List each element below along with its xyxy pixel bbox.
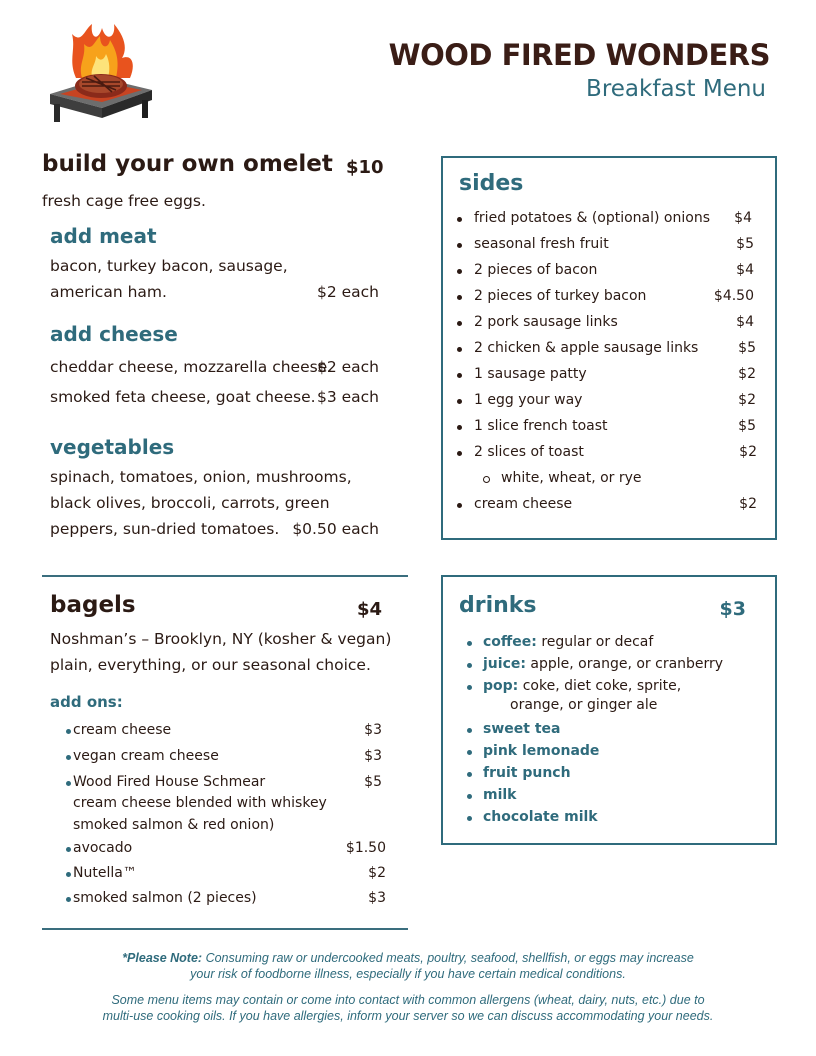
addon-label: smoked salmon (2 pieces) [73,890,257,906]
list-item [457,340,757,360]
list-item-sub [457,470,757,490]
list-item [64,774,386,838]
sides-title: sides [459,171,524,196]
bullet-icon [457,399,462,404]
bullet-icon [467,750,472,755]
list-item [64,748,386,768]
addon-description-line1: cream cheese blended with whiskey [73,795,327,811]
addon-label: vegan cream cheese [73,748,219,764]
coffee-options: regular or decaf [541,634,654,650]
cheese-price-2: $3 each [316,388,379,406]
list-item [457,366,757,386]
bullet-icon [457,373,462,378]
note-text: Consuming raw or undercooked meats, poultry, seafood, shellfish, or eggs may increase [205,951,694,965]
addon-price: $5 [364,774,382,790]
drink-label: sweet tea [483,721,561,737]
drink-label: chocolate milk [483,809,598,825]
drink-label: pink lemonade [483,743,600,759]
meat-price: $2 each [316,283,379,301]
drinks-box [441,575,777,845]
bullet-icon [66,755,71,760]
side-label: 2 slices of toast [474,444,584,460]
juice-options: apple, orange, or cranberry [530,656,724,672]
side-price: $4.50 [713,288,754,304]
pop-label: pop: [483,678,519,694]
food-safety-note-line2: your risk of foodborne illness, especially if you have certain medical conditions. [190,967,626,981]
list-item [465,656,765,676]
bullet-icon [66,729,71,734]
addon-price: $3 [364,722,382,738]
side-price: $2 [739,444,757,460]
meat-options-line1: bacon, turkey bacon, sausage, [50,257,288,275]
side-price: $4 [736,314,754,330]
list-item [465,634,765,654]
bullet-icon [457,295,462,300]
addon-label: cream cheese [73,722,172,738]
addon-label: avocado [73,840,133,856]
side-label: 2 pieces of bacon [474,262,598,278]
side-label: 1 slice french toast [474,418,608,434]
toast-options: white, wheat, or rye [501,470,642,486]
list-item [64,890,386,910]
side-price: $4 [736,262,754,278]
sides-box [441,156,777,540]
bagels-title: bagels [50,592,136,618]
list-item [465,721,765,741]
bullet-icon [457,269,462,274]
bullet-icon [457,321,462,326]
addon-price: $3 [364,748,382,764]
side-label: 2 pork sausage links [474,314,618,330]
side-price: $4 [734,210,752,226]
list-item [64,722,386,742]
drinks-title: drinks [459,593,537,618]
vegetables-price: $0.50 each [292,520,379,538]
side-price: $5 [736,236,754,252]
list-item [465,743,765,763]
side-price: $2 [739,496,757,512]
sub-bullet-icon [483,476,490,483]
addon-price: $2 [368,865,386,881]
note-label: *Please Note: [122,951,203,965]
bullet-icon [467,772,472,777]
bullet-icon [467,663,472,668]
add-meat-heading: add meat [50,224,157,248]
cheese-price-1: $2 each [316,358,379,376]
list-item [457,392,757,412]
bullet-icon [66,897,71,902]
allergen-note-line2: multi-use cooking oils. If you have allergies, inform your server so we can discuss accommodating your needs. [102,1009,714,1023]
side-label: 2 pieces of turkey bacon [474,288,647,304]
addons-list [64,722,386,917]
list-item [64,865,386,885]
list-item [465,809,765,829]
bullet-icon [457,347,462,352]
cheese-options-line1: cheddar cheese, mozzarella cheese. [50,358,333,376]
addons-heading: add ons: [50,693,123,711]
list-item [457,418,757,438]
list-item [457,236,757,256]
omelet-description: fresh cage free eggs. [42,192,206,210]
cheese-options-line2: smoked feta cheese, goat cheese. [50,388,316,406]
omelet-price: $10 [346,157,384,178]
side-price: $2 [738,366,756,382]
bagels-choices-line: plain, everything, or our seasonal choice. [50,656,371,674]
list-item [457,496,757,516]
bullet-icon [457,451,462,456]
add-cheese-heading: add cheese [50,322,178,346]
list-item [457,262,757,282]
bullet-icon [66,781,71,786]
bullet-icon [467,728,472,733]
vegetables-line2: black olives, broccoli, carrots, green [50,494,330,512]
food-safety-note-line1 [0,951,816,965]
list-item [465,678,765,720]
omelet-title: build your own omelet [42,151,333,177]
list-item [465,787,765,807]
bullet-icon [457,503,462,508]
addon-price: $3 [368,890,386,906]
list-item [457,314,757,334]
vegetables-line3: peppers, sun-dried tomatoes. [50,520,280,538]
drink-label: fruit punch [483,765,571,781]
list-item [457,210,757,230]
bullet-icon [457,243,462,248]
bagels-vendor-line: Noshman’s – Brooklyn, NY (kosher & vegan) [50,630,392,648]
addon-label: Nutella™ [73,865,137,881]
bullet-icon [66,847,71,852]
pop-options: coke, diet coke, sprite, [522,678,682,694]
side-price: $5 [738,340,756,356]
drink-label: milk [483,787,517,803]
list-item [64,840,386,860]
meat-options-line2: american ham. [50,283,167,301]
bullet-icon [66,872,71,877]
drinks-price: $3 [719,598,746,620]
bagels-bottom-divider [42,928,408,930]
bullet-icon [467,685,472,690]
list-item [457,288,757,308]
side-price: $5 [738,418,756,434]
restaurant-title: WOOD FIRED WONDERS [388,38,770,72]
addon-label: Wood Fired House Schmear [73,774,266,790]
side-label: 1 sausage patty [474,366,587,382]
coffee-label: coffee: [483,634,537,650]
allergen-note-line1: Some menu items may contain or come into contact with common allergens (wheat, dairy, nuts, etc.) due to [111,993,705,1007]
pop-options-line2: orange, or ginger ale [510,697,658,713]
bullet-icon [467,641,472,646]
bagels-price: $4 [357,599,383,620]
menu-subtitle: Breakfast Menu [586,76,766,102]
side-label: seasonal fresh fruit [474,236,609,252]
side-label: cream cheese [474,496,573,512]
side-label: 1 egg your way [474,392,583,408]
bullet-icon [467,816,472,821]
vegetables-heading: vegetables [50,435,175,459]
bullet-icon [457,217,462,222]
side-label: 2 chicken & apple sausage links [474,340,699,356]
side-price: $2 [738,392,756,408]
vegetables-line1: spinach, tomatoes, onion, mushrooms, [50,468,352,486]
juice-label: juice: [483,656,526,672]
grill-fire-icon [46,20,156,132]
list-item [457,444,757,464]
bullet-icon [457,425,462,430]
addon-description-line2: smoked salmon & red onion) [73,817,275,833]
bullet-icon [467,794,472,799]
addon-price: $1.50 [345,840,386,856]
list-item [465,765,765,785]
bagels-top-divider [42,575,408,577]
side-label: fried potatoes & (optional) onions [474,210,710,226]
